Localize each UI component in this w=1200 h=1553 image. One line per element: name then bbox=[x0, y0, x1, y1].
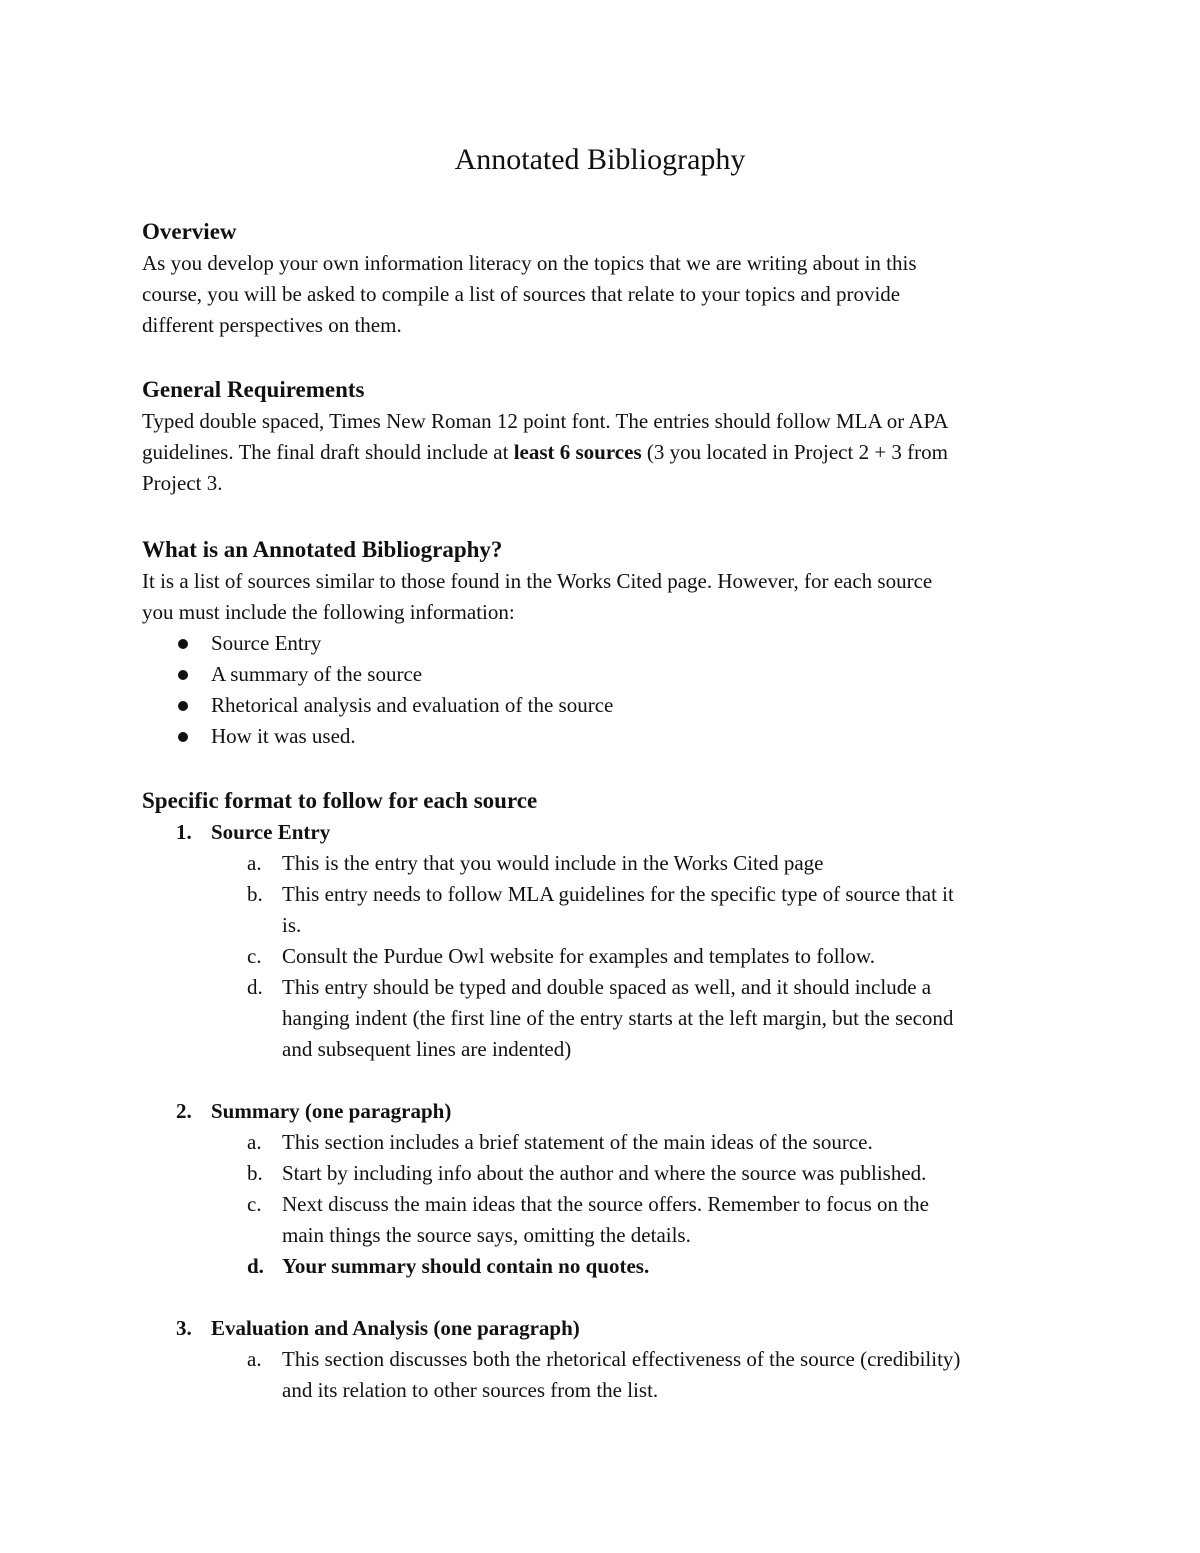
format-section bbox=[142, 785, 1062, 1406]
bullet-text: Rhetorical analysis and evaluation of the source bbox=[211, 693, 614, 717]
what-is-line: It is a list of sources similar to those found in the Works Cited page. However, for each source bbox=[142, 569, 933, 593]
format-heading: Specific format to follow for each source bbox=[142, 788, 538, 813]
sub-item bbox=[142, 879, 1062, 941]
sub-list bbox=[142, 1344, 1062, 1406]
sub-letter: d. bbox=[247, 975, 263, 999]
sub-letter: a. bbox=[247, 1347, 262, 1371]
what-is-section bbox=[142, 534, 1062, 752]
sub-text: hanging indent (the first line of the entry starts at the left margin, but the second bbox=[282, 1006, 954, 1030]
bullet-text: How it was used. bbox=[211, 724, 356, 748]
bullet-item bbox=[142, 690, 1062, 721]
sub-text: Start by including info about the author and where the source was published. bbox=[282, 1161, 927, 1185]
sub-item bbox=[142, 848, 1062, 879]
item-label: Source Entry bbox=[211, 820, 331, 844]
sub-text: This section discusses both the rhetorical effectiveness of the source (credibility) bbox=[282, 1347, 961, 1371]
sub-text: and subsequent lines are indented) bbox=[282, 1037, 572, 1061]
sub-text: and its relation to other sources from the list. bbox=[282, 1378, 659, 1402]
spacer bbox=[142, 1282, 1062, 1313]
format-item-summary bbox=[142, 1096, 1062, 1282]
format-item-source-entry bbox=[142, 817, 1062, 1065]
item-heading bbox=[142, 1096, 1062, 1127]
requirements-line bbox=[142, 437, 1062, 468]
sub-letter: b. bbox=[247, 882, 263, 906]
sub-item bbox=[142, 1251, 1062, 1282]
overview-line: course, you will be asked to compile a list of sources that relate to your topics and provide bbox=[142, 282, 901, 306]
overview-line: different perspectives on them. bbox=[142, 313, 402, 337]
sub-letter: b. bbox=[247, 1161, 263, 1185]
sub-letter: c. bbox=[247, 944, 262, 968]
bullet-icon bbox=[178, 639, 188, 649]
format-item-evaluation bbox=[142, 1313, 1062, 1406]
document-title: Annotated Bibliography bbox=[454, 143, 746, 176]
item-number: 1. bbox=[176, 820, 192, 844]
sub-text: is. bbox=[282, 913, 302, 937]
requirements-text: guidelines. The final draft should include at bbox=[142, 440, 514, 464]
item-number: 3. bbox=[176, 1316, 192, 1340]
sub-text: This section includes a brief statement of the main ideas of the source. bbox=[282, 1130, 873, 1154]
sub-text: Your summary should contain no quotes. bbox=[282, 1254, 650, 1278]
bullet-icon bbox=[178, 732, 188, 742]
sub-letter: c. bbox=[247, 1192, 262, 1216]
requirements-emphasis: least 6 sources bbox=[513, 440, 642, 464]
sub-list bbox=[142, 848, 1062, 1065]
sub-item bbox=[142, 1344, 1062, 1406]
requirements-text: (3 you located in Project 2 + 3 from bbox=[641, 440, 948, 464]
sub-letter: d. bbox=[247, 1254, 264, 1278]
requirements-line: Typed double spaced, Times New Roman 12 point font. The entries should follow MLA or APA bbox=[142, 409, 949, 433]
sub-text: Next discuss the main ideas that the source offers. Remember to focus on the bbox=[282, 1192, 929, 1216]
sub-item bbox=[142, 972, 1062, 1065]
spacer bbox=[142, 1065, 1062, 1096]
bullet-icon bbox=[178, 701, 188, 711]
sub-text: This entry should be typed and double spaced as well, and it should include a bbox=[282, 975, 932, 999]
sub-text: Consult the Purdue Owl website for examples and templates to follow. bbox=[282, 944, 875, 968]
item-label: Summary (one paragraph) bbox=[211, 1099, 452, 1123]
sub-item bbox=[142, 1158, 1062, 1189]
sub-text: This entry needs to follow MLA guidelines for the specific type of source that it bbox=[282, 882, 954, 906]
overview-section bbox=[142, 216, 1062, 341]
bullet-text: A summary of the source bbox=[211, 662, 423, 686]
item-heading bbox=[142, 1313, 1062, 1344]
sub-item bbox=[142, 1189, 1062, 1251]
sub-text: main things the source says, omitting the details. bbox=[282, 1223, 691, 1247]
sub-item bbox=[142, 941, 1062, 972]
overview-line: As you develop your own information literacy on the topics that we are writing about in this bbox=[142, 251, 917, 275]
requirements-line: Project 3. bbox=[142, 471, 223, 495]
bullet-item bbox=[142, 659, 1062, 690]
what-is-line: you must include the following information: bbox=[142, 600, 515, 624]
requirements-bullet-list bbox=[142, 628, 1062, 752]
overview-heading: Overview bbox=[142, 219, 237, 244]
requirements-heading: General Requirements bbox=[142, 377, 365, 402]
what-is-heading: What is an Annotated Bibliography? bbox=[142, 537, 503, 562]
sub-list bbox=[142, 1127, 1062, 1282]
bullet-item bbox=[142, 628, 1062, 659]
sub-item bbox=[142, 1127, 1062, 1158]
bullet-item bbox=[142, 721, 1062, 752]
item-number: 2. bbox=[176, 1099, 192, 1123]
bullet-icon bbox=[178, 670, 188, 680]
item-label: Evaluation and Analysis (one paragraph) bbox=[211, 1316, 580, 1340]
item-heading bbox=[142, 817, 1062, 848]
bullet-text: Source Entry bbox=[211, 631, 322, 655]
sub-letter: a. bbox=[247, 851, 262, 875]
sub-text: This is the entry that you would include in the Works Cited page bbox=[282, 851, 824, 875]
sub-letter: a. bbox=[247, 1130, 262, 1154]
requirements-section bbox=[142, 374, 1062, 499]
